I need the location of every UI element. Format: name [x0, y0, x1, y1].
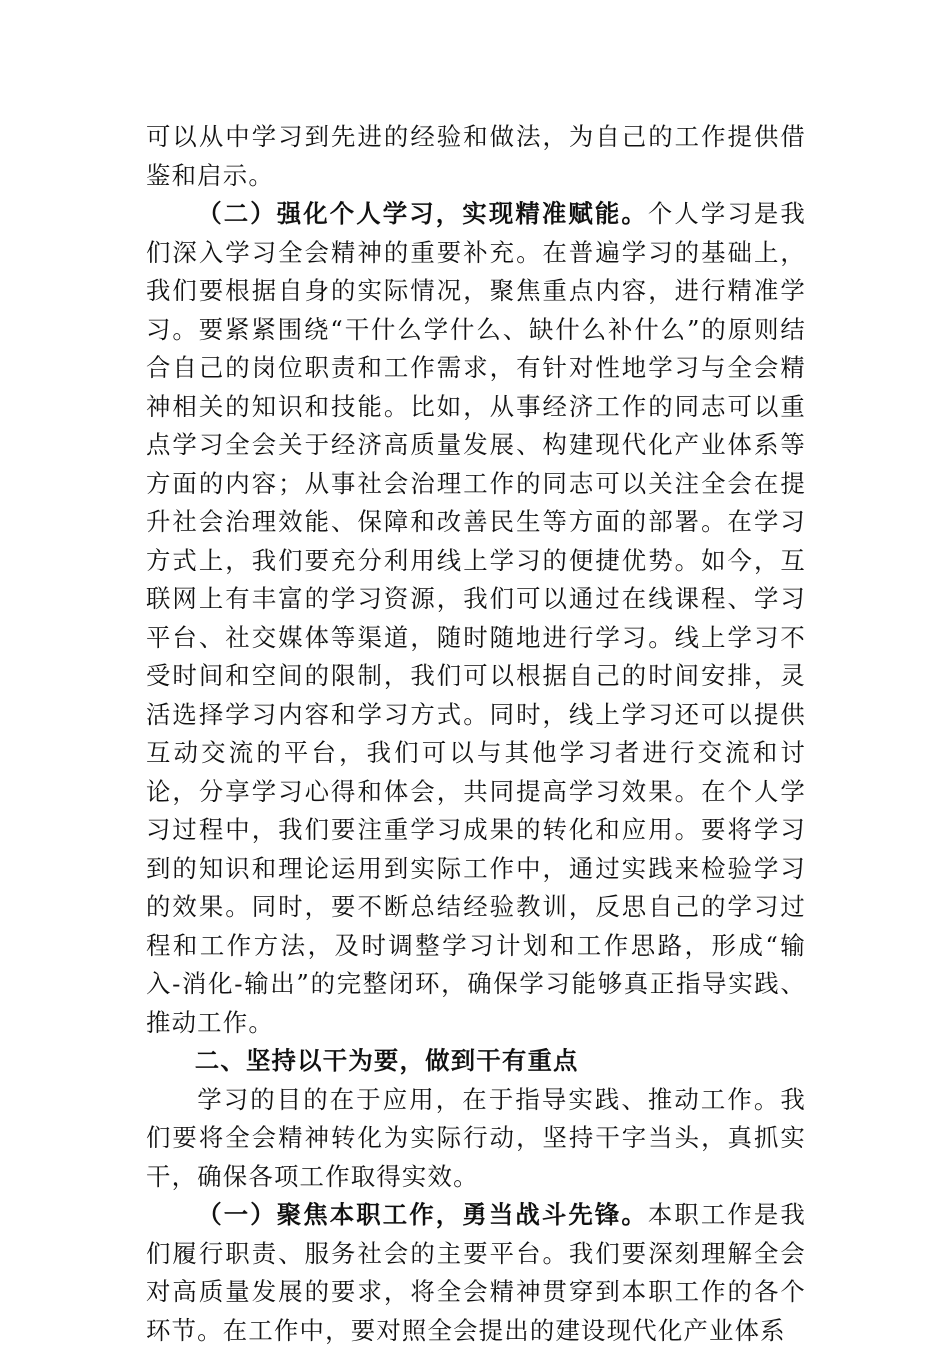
document-body [146, 118, 806, 1350]
paragraph-personal-study-body: 个人学习是我们深入学习全会精神的重要补充。在普遍学习的基础上，我们要根据自身的实际情况，聚焦重点内容，进行精准学习。要紧紧围绕“干什么学什么、缺什么补什么”的原则结合自己的岗位职责和工作需求，有针对性地学习与全会精神相关的知识和技能。比如，从事经济工作的同志可以重点学习全会关于经济高质量发展、构建现代化产业体系等方面的内容；从事社会治理工作的同志可以关注全会在提升社会治理效能、保障和改善民生等方面的部署。在学习方式上，我们要充分利用线上学习的便捷优势。如今，互联网上有丰富的学习资源，我们可以通过在线课程、学习平台、社交媒体等渠道，随时随地进行学习。线上学习不受时间和空间的限制，我们可以根据自己的时间安排，灵活选择学习内容和学习方式。同时，线上学习还可以提供互动交流的平台，我们可以与其他学习者进行交流和讨论，分享学习心得和体会，共同提高学习效果。在个人学习过程中，我们要注重学习成果的转化和应用。要将学习到的知识和理论运用到实际工作中，通过实践来检验学习的效果。同时，要不断总结经验教训，反思自己的学习过程和工作方法，及时调整学习计划和工作思路，形成“输入-消化-输出”的完整闭环，确保学习能够真正指导实践、推动工作。 [146, 199, 807, 1037]
paragraph-personal-study [146, 195, 806, 1042]
subheading-focus-work: （一）聚焦本职工作，勇当战斗先锋。 [197, 1200, 648, 1229]
paragraph-focus-work [146, 1196, 806, 1350]
section-two-heading: 二、坚持以干为要，做到干有重点 [194, 1046, 579, 1075]
paragraph-continuation: 可以从中学习到先进的经验和做法，为自己的工作提供借鉴和启示。 [146, 122, 806, 190]
paragraph-focus-work-body: 本职工作是我们履行职责、服务社会的主要平台。我们要深刻理解全会对高质量发展的要求，将全会精神贯穿到本职工作的各个环节。在工作中，要对照全会提出的建设现代化产业体系 [146, 1200, 807, 1345]
subheading-personal-study: （二）强化个人学习，实现精准赋能。 [197, 199, 648, 228]
paragraph-section-two-intro: 学习的目的在于应用，在于指导实践、推动工作。我们要将全会精神转化为实际行动，坚持干字当头，真抓实干，确保各项工作取得实效。 [146, 1084, 806, 1191]
